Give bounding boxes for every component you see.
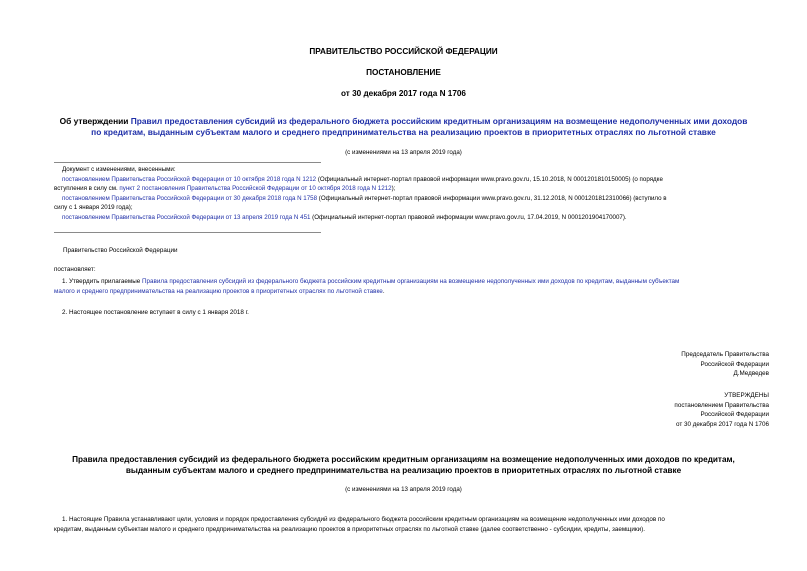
government-name: ПРАВИТЕЛЬСТВО РОССИЙСКОЙ ФЕДЕРАЦИИ: [309, 47, 498, 56]
point-1-rules-link[interactable]: Правила предоставления субсидий из федерального бюджета российским кредитным организациям на возмещение недополученных ими доходов по кредитам, выданным субъектам: [142, 278, 680, 285]
change-text-1212-suffix: );: [391, 185, 396, 192]
rules-point-1: [54, 515, 770, 534]
point-1-prefix: 1. Утвердить прилагаемые: [62, 278, 142, 285]
rules-title-line-1: Правила предоставления субсидий из федерального бюджета российским кредитным организациям на возмещение недополученных ими доходов по кредитам,: [72, 455, 735, 464]
title-prefix: Об утверждении: [59, 116, 131, 126]
signature-block: [450, 350, 769, 379]
approved-block: [450, 391, 769, 429]
amendment-note: (с изменениями на 13 апреля 2019 года): [345, 149, 462, 156]
divider-top: [54, 162, 321, 163]
changes-block: [54, 165, 770, 222]
document-title: [36, 116, 771, 138]
change-item-1: [54, 175, 770, 185]
change-text-1212-prefix: вступления в силу см.: [54, 185, 120, 192]
changes-intro: Документ с изменениями, внесенными:: [62, 166, 176, 173]
point-1-rules-link-continued[interactable]: малого и среднего предпринимательства на реализацию проектов в приоритетных отраслях по льготной ставке: [54, 287, 383, 295]
change-item-2-line2: [54, 203, 770, 213]
change-text-1758: (Официальный интернет-портал правовой информации www.pravo.gov.ru, 31.12.2018, N 0001201812310066) (вступило в: [317, 194, 667, 202]
change-link-451[interactable]: постановлением Правительства Российской Федерации от 13 апреля 2019 года N 451: [62, 213, 311, 221]
change-link-1212[interactable]: постановлением Правительства Российской Федерации от 10 октября 2018 года N 1212: [62, 175, 317, 183]
rules-point-1-line-2: кредитам, выданным субъектам малого и среднего предпринимательства на реализацию проектов в приоритетных отраслях по льготной ставке (далее соответственно - субсидии, кредиты, заемщики).: [54, 525, 645, 533]
government-line: Правительство Российской Федерации: [63, 247, 178, 254]
change-item-1-line2: [54, 184, 770, 194]
rules-amendment-note: (с изменениями на 13 апреля 2019 года): [345, 486, 462, 493]
point-1: [54, 277, 770, 296]
change-link-1212-point2[interactable]: пункт 2 постановления Правительства Российской Федерации от 10 октября 2018 года N 1212: [119, 185, 392, 192]
document-type: ПОСТАНОВЛЕНИЕ: [366, 68, 441, 77]
change-text-1212: (Официальный интернет-портал правовой информации www.pravo.gov.ru, 15.10.2018, N 0001201810150005) (о порядке: [316, 175, 663, 183]
rules-point-1-line-1: 1. Настоящие Правила устанавливают цели, условия и порядок предоставления субсидий из федерального бюджета российским кредитным организациям на возмещение недополученных ими доходов по: [62, 516, 665, 523]
title-link[interactable]: Правил предоставления субсидий из федерального бюджета российским кредитным организациям на возмещение недополученных ими доходов: [130, 116, 748, 126]
signature-position: Председатель Правительства: [681, 351, 769, 358]
divider-bottom: [54, 232, 321, 233]
approved-line-3: Российской Федерации: [700, 411, 769, 419]
decree-word: постановляет:: [54, 266, 96, 273]
rules-title-line-2: выданным субъектам малого и среднего предпринимательства на реализацию проектов в приоритетных отраслях по льготной ставке: [125, 466, 682, 475]
approved-heading: УТВЕРЖДЕНЫ: [724, 392, 769, 399]
approved-line-2: постановлением Правительства: [674, 401, 769, 409]
change-link-1758[interactable]: постановлением Правительства Российской Федерации от 30 декабря 2018 года N 1758: [62, 194, 318, 202]
point-2: 2. Настоящее постановление вступает в силу с 1 января 2018 г.: [62, 309, 249, 316]
title-link-continued[interactable]: по кредитам, выданным субъектам малого и среднего предпринимательства на реализацию проектов в приоритетных отраслях по льготной ставке: [91, 127, 716, 137]
change-item-2: [54, 194, 770, 204]
signature-country: Российской Федерации: [700, 360, 769, 368]
change-item-3: [54, 213, 770, 223]
point-1-suffix: .: [382, 287, 385, 295]
change-text-1758-prefix: силу с 1 января 2019 года);: [54, 204, 133, 211]
rules-title: [20, 454, 787, 476]
signature-name: Д.Медведев: [733, 370, 769, 378]
approved-line-4: от 30 декабря 2017 года N 1706: [675, 420, 769, 428]
document-date-number: от 30 декабря 2017 года N 1706: [341, 89, 466, 98]
change-text-451: (Официальный интернет-портал правовой информации www.pravo.gov.ru, 17.04.2019, N 0001201904170007).: [310, 213, 627, 221]
